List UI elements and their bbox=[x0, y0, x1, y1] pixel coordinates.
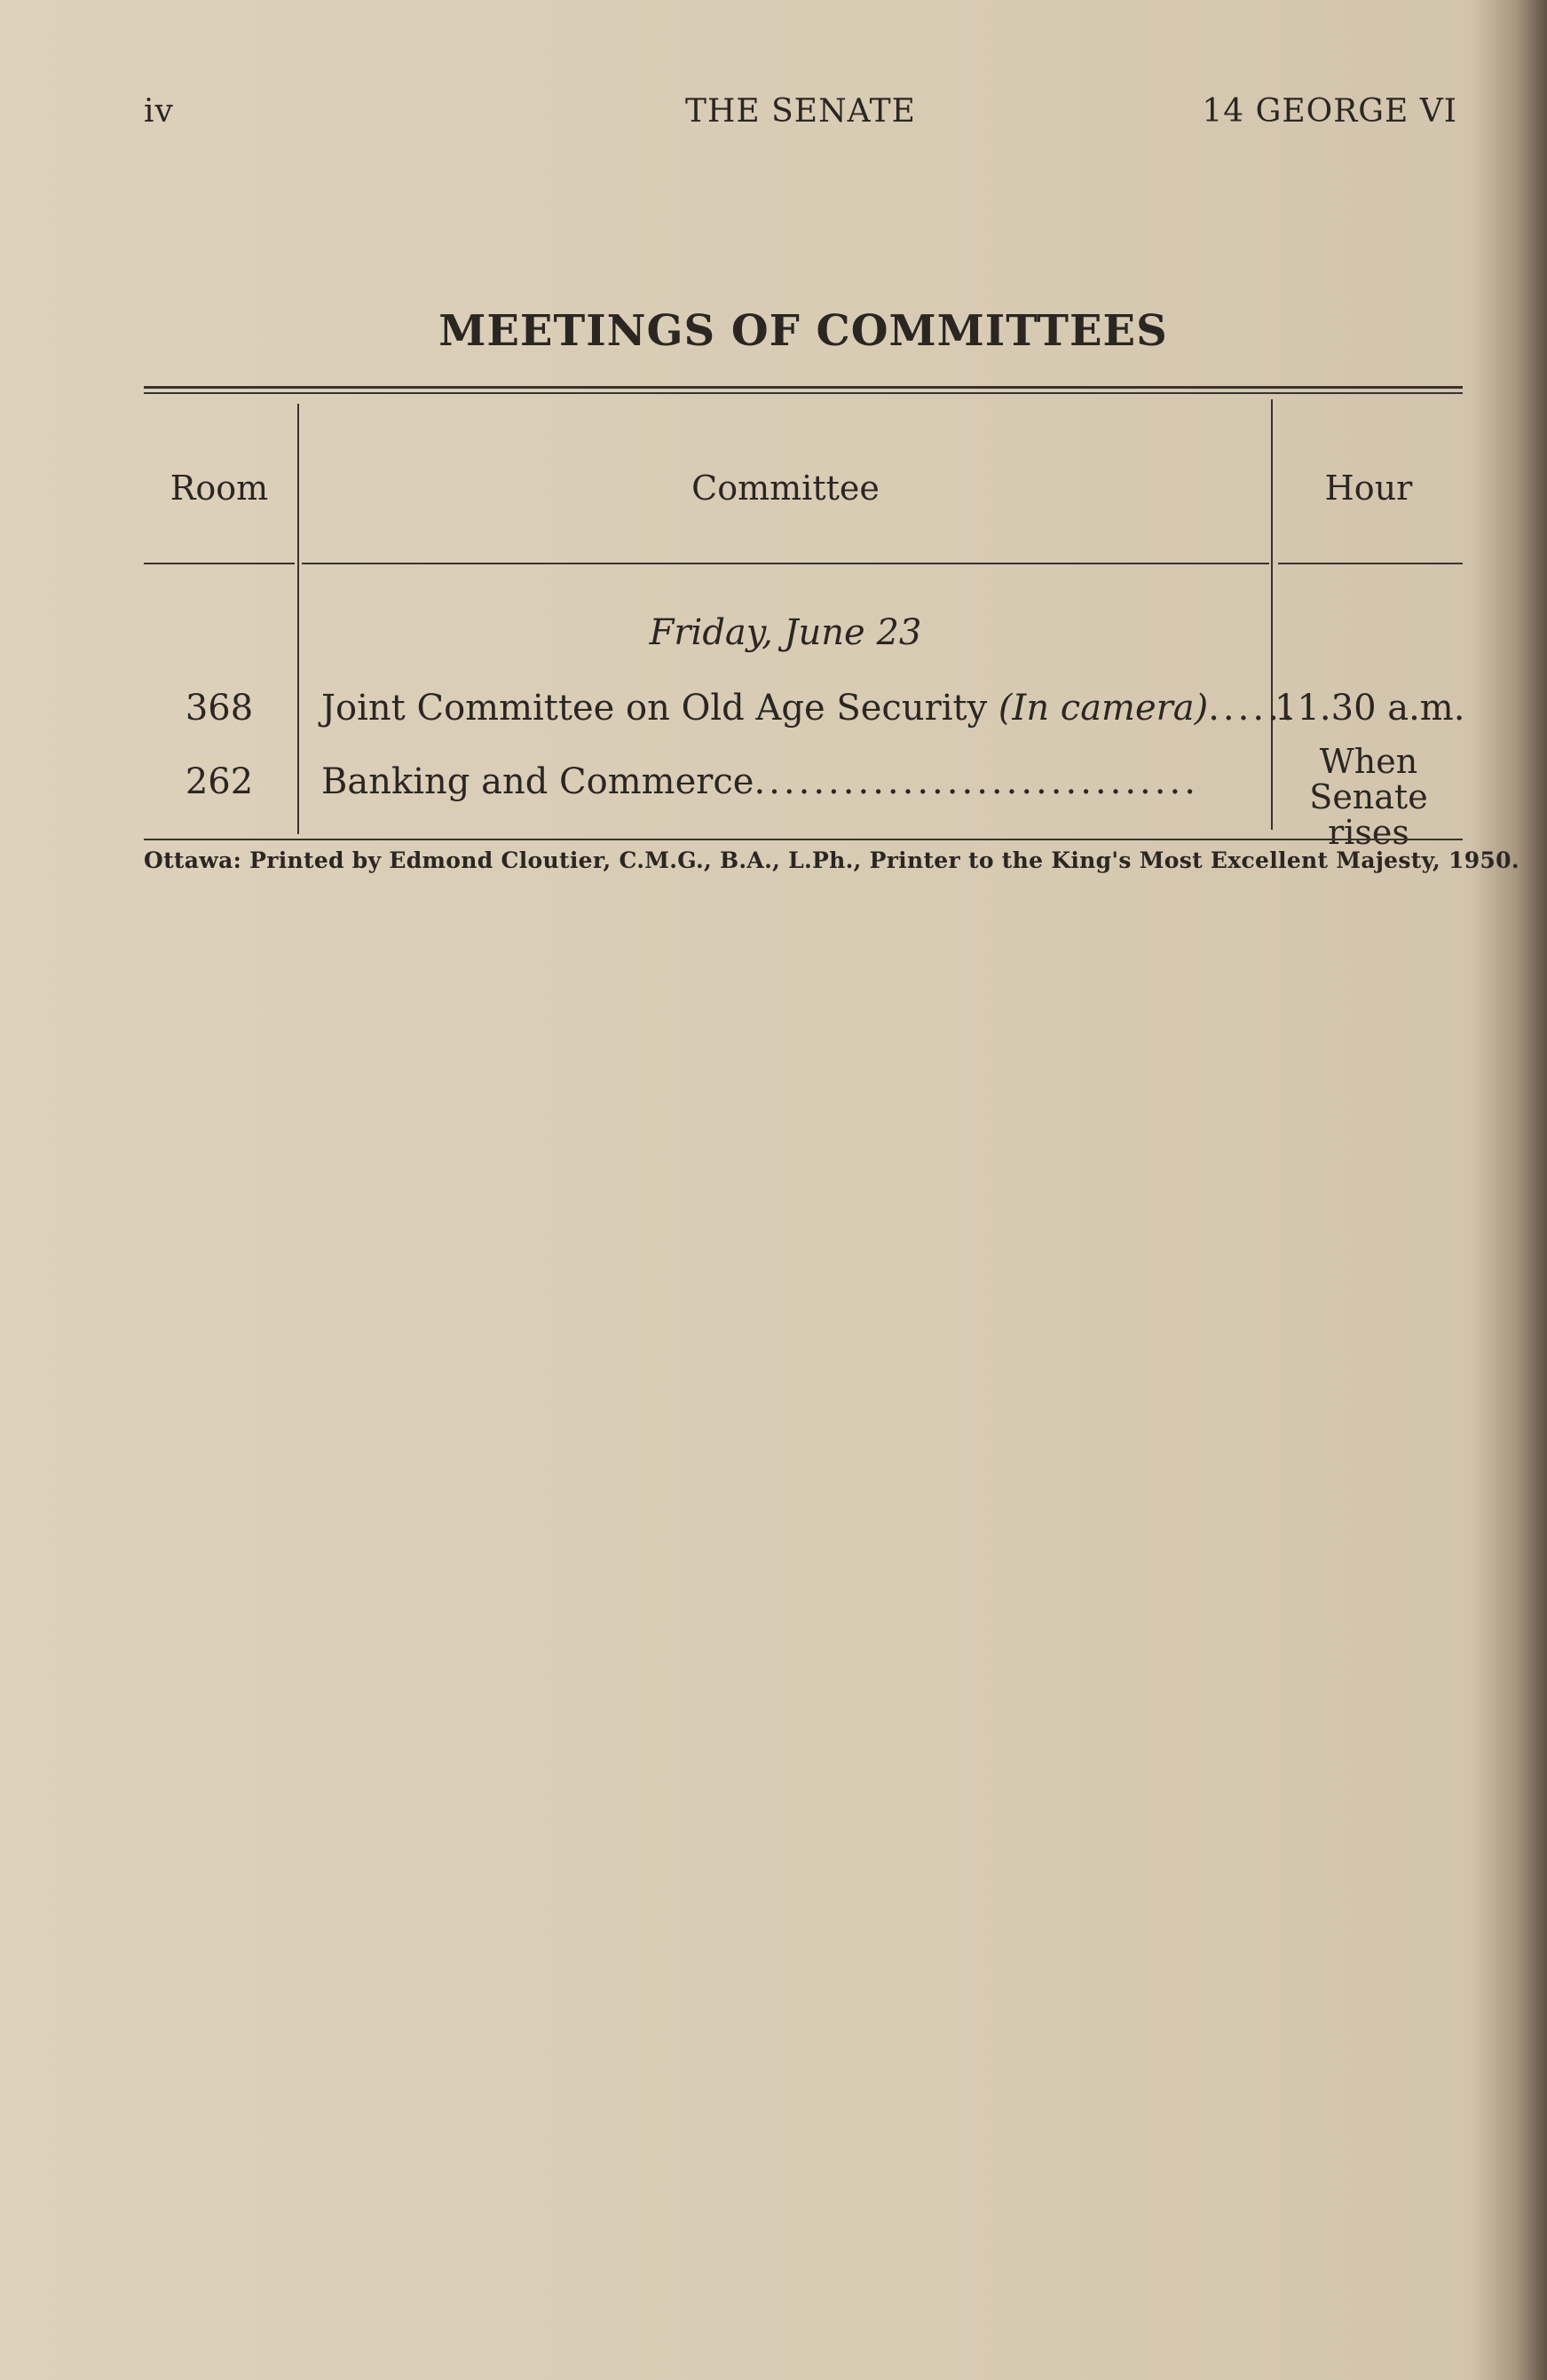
row-1-hour: 11.30 a.m. bbox=[1275, 688, 1465, 729]
column-divider-room bbox=[297, 404, 299, 834]
column-header-hour: Hour bbox=[1324, 469, 1413, 508]
regnal-year: 14 GEORGE VI bbox=[1202, 93, 1457, 130]
row-2-hour-line-1: When bbox=[1319, 742, 1418, 781]
page-title: MEETINGS OF COMMITTEES bbox=[438, 306, 1168, 356]
row-2-committee-name: Banking and Commerce bbox=[321, 761, 754, 802]
bottom-rule bbox=[144, 839, 1463, 840]
row-2-hour-line-2: Senate rises bbox=[1309, 777, 1428, 852]
row-1-committee-name: Joint Committee on Old Age Security bbox=[321, 688, 988, 729]
row-2-hour bbox=[1275, 744, 1463, 850]
row-1-committee-note: (In camera) bbox=[998, 688, 1209, 729]
row-1-committee bbox=[321, 688, 1298, 729]
header-rule-hour bbox=[1278, 563, 1463, 564]
page-number: iv bbox=[144, 93, 174, 130]
header-rule-committee bbox=[302, 563, 1269, 564]
header-rule-room bbox=[144, 563, 295, 564]
column-header-committee: Committee bbox=[691, 469, 880, 508]
leader-dots: ...... bbox=[1208, 688, 1298, 729]
row-1-room: 368 bbox=[185, 688, 254, 729]
column-header-room: Room bbox=[170, 469, 269, 508]
printer-imprint: Ottawa: Printed by Edmond Cloutier, C.M.G., B.A., L.Ph., Printer to the King's Most Excellent Majesty, 1950. bbox=[144, 847, 1519, 873]
date-heading: Friday, June 23 bbox=[649, 612, 922, 653]
leader-dots: .............................. bbox=[754, 761, 1199, 802]
row-2-committee bbox=[321, 761, 1262, 802]
running-header bbox=[144, 93, 1457, 146]
running-title: THE SENATE bbox=[685, 93, 916, 130]
row-2-room: 262 bbox=[185, 761, 254, 802]
top-rule bbox=[144, 386, 1463, 389]
column-divider-hour bbox=[1271, 399, 1273, 830]
top-rule-inner bbox=[144, 392, 1463, 394]
